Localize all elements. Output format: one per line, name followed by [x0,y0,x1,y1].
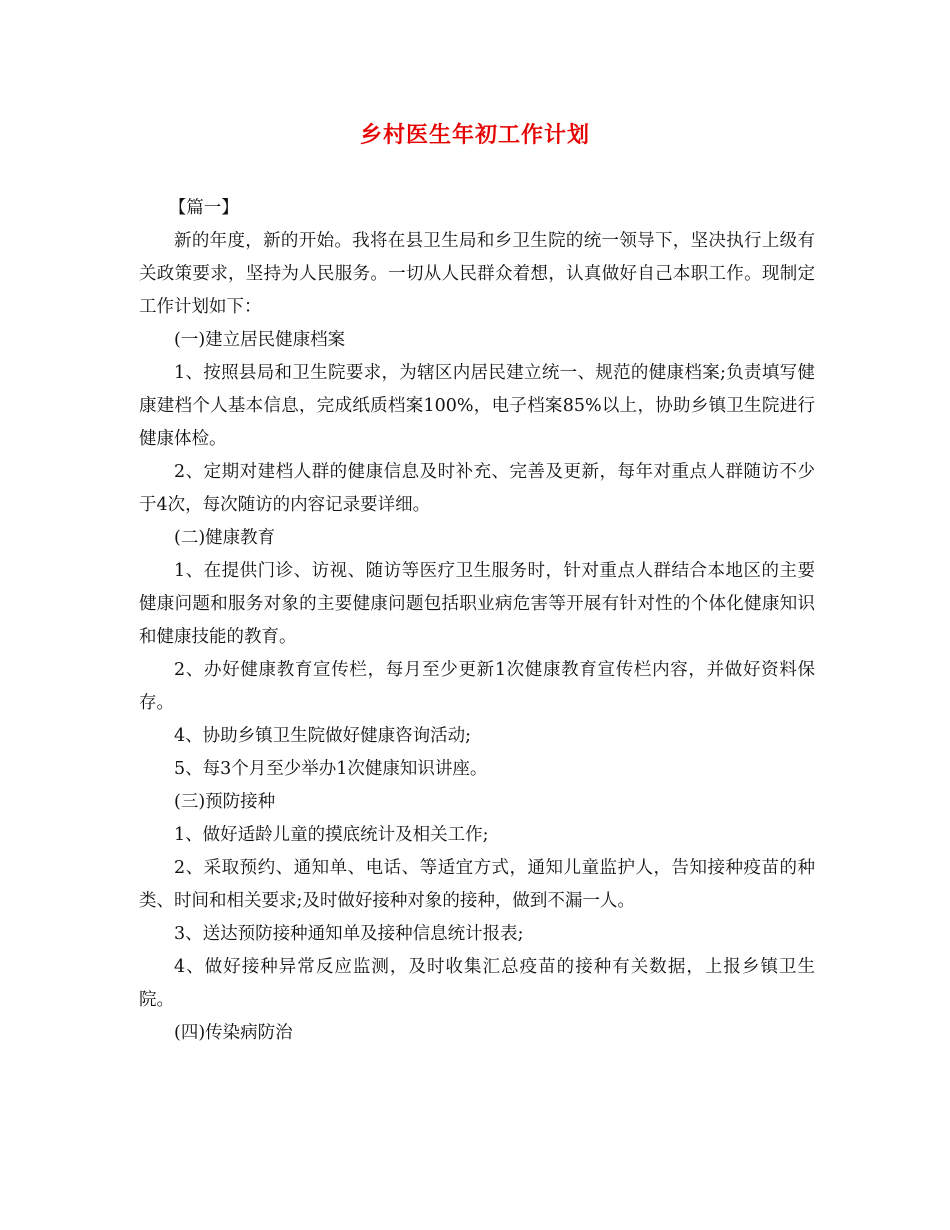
section-1-item-2: 2、定期对建档人群的健康信息及时补充、完善及更新，每年对重点人群随访不少于4次，每次随访的内容记录要详细。 [139,462,815,515]
intro-paragraph: 新的年度，新的开始。我将在县卫生局和乡卫生院的统一领导下，坚决执行上级有关政策要求，坚持为人民服务。一切从人民群众着想，认真做好自己本职工作。现制定工作计划如下： [139,231,815,317]
section-heading-2: (二)健康教育 [174,528,276,548]
section-1-item-1: 1、按照县局和卫生院要求，为辖区内居民建立统一、规范的健康档案;负责填写健康建档个人基本信息，完成纸质档案100%，电子档案85%以上，协助乡镇卫生院进行健康体检。 [139,363,815,449]
section-3-item-4: 4、做好接种异常反应监测，及时收集汇总疫苗的接种有关数据，上报乡镇卫生院。 [139,957,815,1010]
document-title: 乡村医生年初工作计划 [359,123,590,148]
section-2-item-3: 4、协助乡镇卫生院做好健康咨询活动; [174,726,472,746]
section-3-item-3: 3、送达预防接种通知单及接种信息统计报表; [174,924,524,944]
section-3-item-2: 2、采取预约、通知单、电话、等适宜方式，通知儿童监护人，告知接种疫苗的种类、时间和相关要求;及时做好接种对象的接种，做到不漏一人。 [139,858,815,911]
part-label: 【篇一】 [168,198,239,218]
section-3-item-1: 1、做好适龄儿童的摸底统计及相关工作; [174,825,489,845]
section-heading-4: (四)传染病防治 [174,1023,293,1043]
section-2-item-1: 1、在提供门诊、访视、随访等医疗卫生服务时，针对重点人群结合本地区的主要健康问题和服务对象的主要健康问题包括职业病危害等开展有针对性的个体化健康知识和健康技能的教育。 [139,561,815,647]
section-2-item-2: 2、办好健康教育宣传栏，每月至少更新1次健康教育宣传栏内容，并做好资料保存。 [139,660,815,713]
section-2-item-4: 5、每3个月至少举办1次健康知识讲座。 [174,759,488,779]
section-heading-3: (三)预防接种 [174,792,276,812]
section-heading-1: (一)建立居民健康档案 [174,330,346,350]
document-body [139,192,815,1050]
